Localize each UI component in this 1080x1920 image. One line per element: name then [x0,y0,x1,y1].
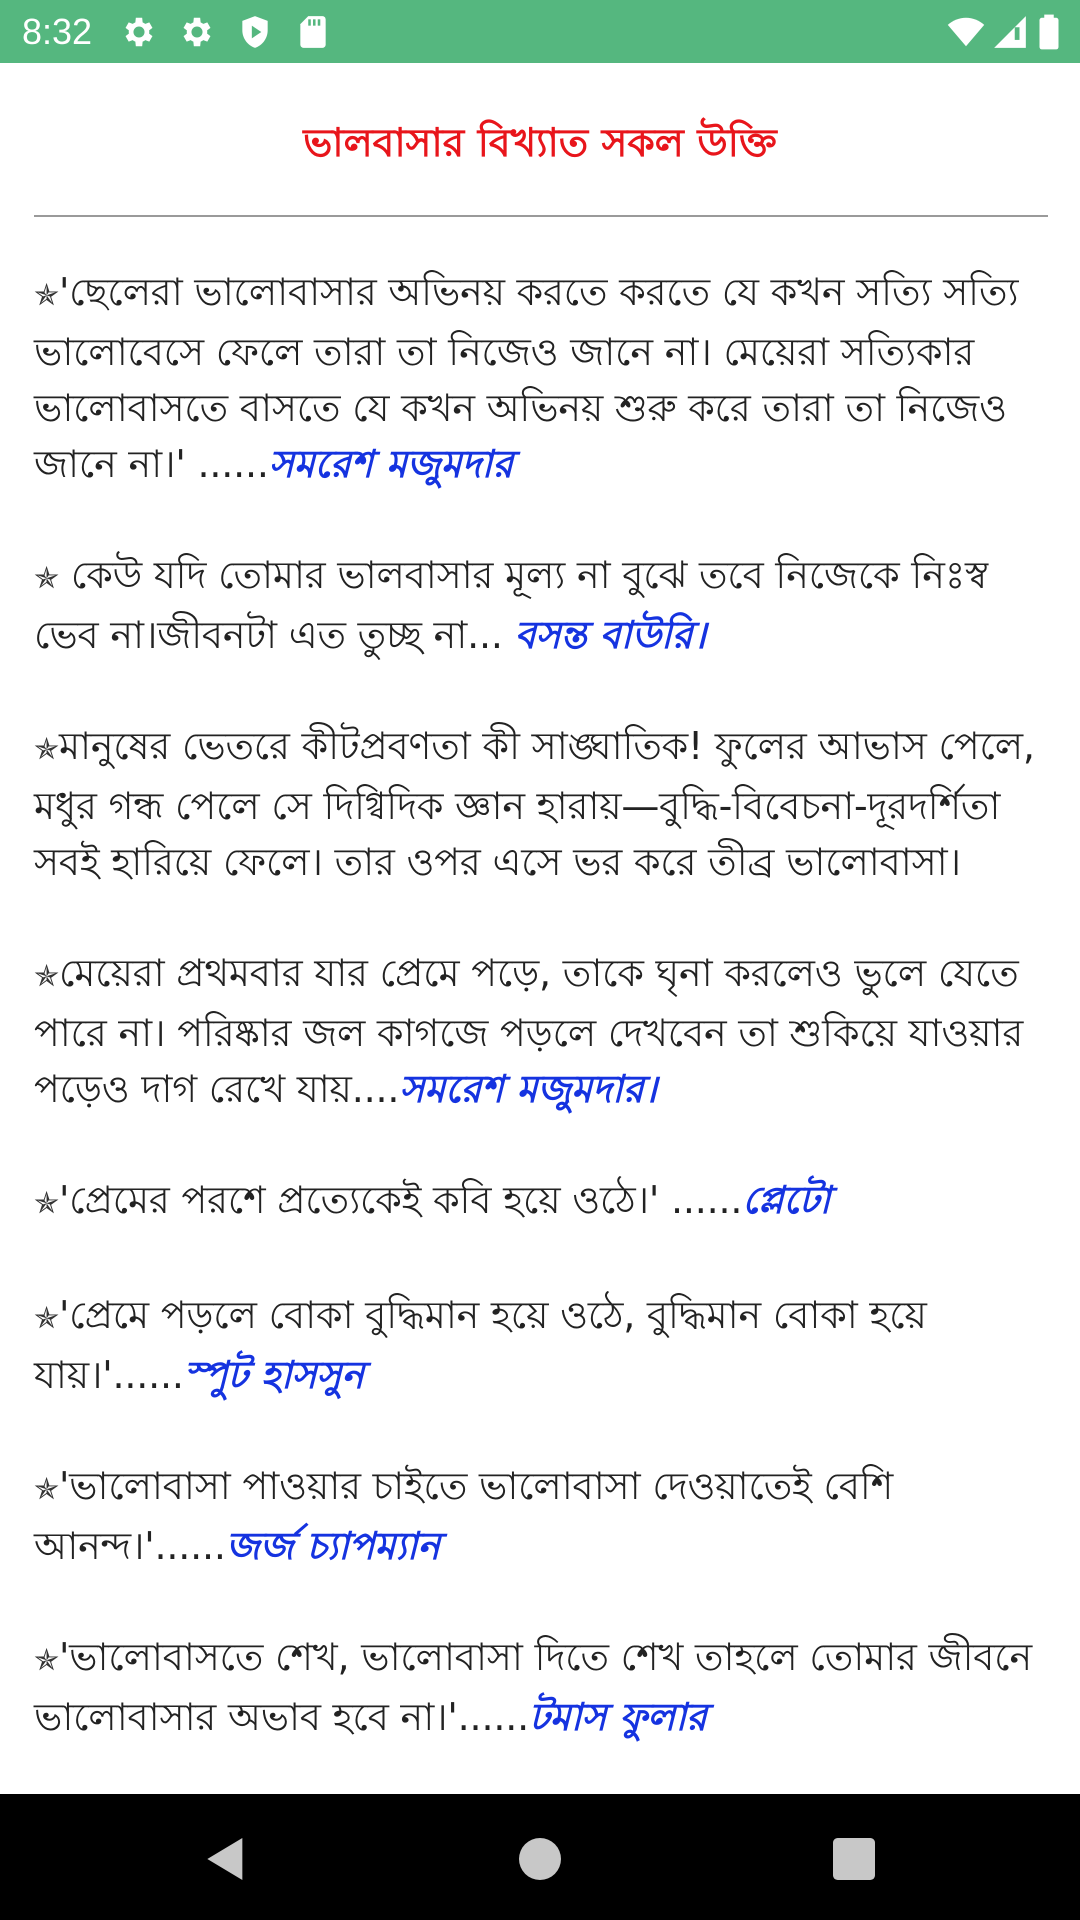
quote-item [34,264,1064,492]
quote-text: 'ছেলেরা ভালোবাসার অভিনয় করতে করতে যে কখন সত্যি সত্যি ভালোবেসে ফেলে তারা তা নিজেও জানে না। মেয়েরা সত্যিকার ভালোবাসতে বাসতে যে কখন অভিনয় শুরু করে তারা তা নিজেও জানে না।' ...... [34,270,1019,486]
quote-author: বসন্ত বাউরি। [514,613,706,657]
star-icon: ✯ [34,1301,59,1336]
shield-icon [236,13,274,51]
quote-author: প্লেটো [742,1178,831,1222]
home-icon[interactable] [512,1831,568,1887]
star-icon: ✯ [34,1643,59,1678]
page-title: ভালবাসার বিখ্যাত সকল উক্তি [303,121,777,166]
signal-icon [990,13,1030,51]
star-icon: ✯ [34,732,59,767]
star-icon: ✯ [34,959,59,994]
recents-icon[interactable] [826,1831,882,1887]
quotes-page [12,76,1068,1792]
quote-item [34,718,1064,890]
back-icon[interactable] [198,1831,254,1887]
quote-item [34,1172,1064,1232]
title-divider [34,215,1048,217]
quote-item [34,945,1064,1117]
wifi-icon [944,13,988,51]
star-icon: ✯ [34,561,59,596]
quote-text: 'প্রেমে পড়লে বোকা বুদ্ধিমান হয়ে ওঠে, বুদ্ধিমান বোকা হয়ে যায়।'...... [34,1293,927,1397]
quote-author: জর্জ চ্যাপম্যান [225,1524,440,1568]
quote-item [34,1287,1064,1403]
gear-icon [120,13,158,51]
battery-icon [1034,13,1064,51]
quote-text: 'ভালোবাসা পাওয়ার চাইতে ভালোবাসা দেওয়াতেই বেশি আনন্দ।'...... [34,1464,894,1568]
sd-card-icon [294,13,332,51]
quote-author: স্পুট হাসসুন [183,1353,364,1397]
quote-item [34,1458,1064,1574]
quote-author: টমাস ফুলার [528,1695,707,1739]
star-icon: ✯ [34,278,59,313]
navigation-bar [0,1794,1080,1920]
quote-text: কেউ যদি তোমার ভালবাসার মূল্য না বুঝে তবে নিজেকে নিঃস্ব ভেব না।জীবনটা এত তুচ্ছ না... [34,553,988,657]
quote-author: সমরেশ মজুমদার। [399,1067,657,1111]
quote-list [34,264,1064,1792]
quote-text: মানুষের ভেতরে কীটপ্রবণতা কী সাঙ্ঘাতিক! ফুলের আভাস পেলে, মধুর গন্ধ পেলে সে দিগ্বিদিক জ্ঞান হারায়—বুদ্ধি-বিবেচনা-দূরদর্শিতা সবই হারিয়ে ফেলে। তার ওপর এসে ভর করে তীব্র ভালোবাসা। [34,724,1035,884]
gear-icon [178,13,216,51]
star-icon: ✯ [34,1186,59,1221]
quote-text: 'ভালোবাসতে শেখ, ভালোবাসা দিতে শেখ তাহলে তোমার জীবনে ভালোবাসার অভাব হবে না।'...... [34,1635,1032,1739]
star-icon: ✯ [34,1472,59,1507]
quote-item [34,1629,1064,1745]
status-time: 8:32 [22,11,93,52]
status-bar [0,0,1080,63]
quote-text: 'প্রেমের পরশে প্রত্যেকেই কবি হয়ে ওঠে।' ...... [58,1178,743,1222]
quote-author: সমরেশ মজুমদার [268,442,513,486]
quote-text: মেয়েরা প্রথমবার যার প্রেমে পড়ে, তাকে ঘৃনা করলেও ভুলে যেতে পারে না। পরিষ্কার জল কাগজে পড়লে দেখবেন তা শুকিয়ে যাওয়ার পড়েও দাগ রেখে যায়.... [34,951,1024,1111]
quote-item [34,547,1064,663]
